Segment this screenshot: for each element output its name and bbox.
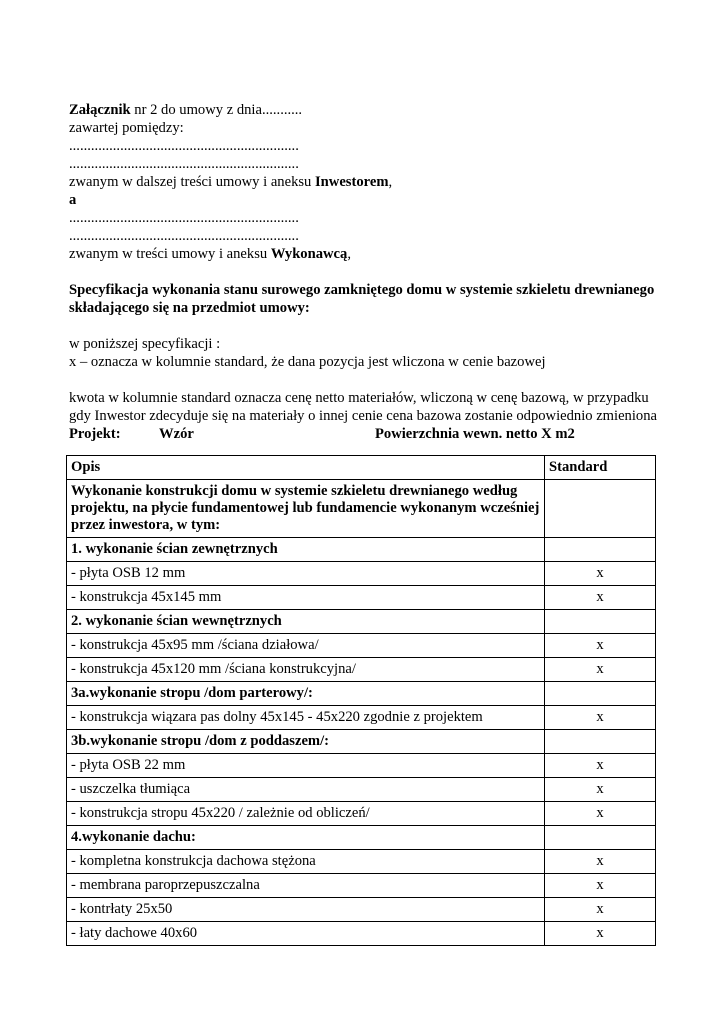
row-description: 3a.wykonanie stropu /dom parterowy/: [67,682,545,706]
row-standard: x [545,634,656,658]
row-description: - kontrłaty 25x50 [67,898,545,922]
table-row [67,538,656,562]
row-description: - łaty dachowe 40x60 [67,922,545,946]
row-description: - płyta OSB 12 mm [67,562,545,586]
header-standard: Standard [545,456,656,480]
table-row [67,874,656,898]
dots-line: ............................................................... [69,210,299,226]
header-description: Opis [67,456,545,480]
and-line: a [69,192,77,208]
row-standard: x [545,586,656,610]
table-row [67,562,656,586]
row-standard: x [545,754,656,778]
row-standard: x [545,706,656,730]
legend-intro: w poniższej specyfikacji : [69,336,221,352]
row-description: 4.wykonanie dachu: [67,826,545,850]
row-description: 2. wykonanie ścian wewnętrznych [67,610,545,634]
table-row [67,730,656,754]
row-description: 1. wykonanie ścian zewnętrznych [67,538,545,562]
project-row [69,425,659,443]
table-row [67,682,656,706]
row-standard [545,610,656,634]
investor-text: zwanym w dalszej treści umowy i aneksu [69,174,315,190]
row-description: - uszczelka tłumiąca [67,778,545,802]
row-standard: x [545,778,656,802]
investor-label: Inwestorem [315,174,389,190]
document-body [69,101,659,443]
table-row [67,778,656,802]
project-area: Powierzchnia wewn. netto X m2 [375,426,575,442]
table-row [67,802,656,826]
project-name: Wzór [159,426,194,442]
table-row [67,658,656,682]
legend-x-meaning: x – oznacza w kolumnie standard, że dana pozycja jest wliczona w cenie bazowej [69,354,546,370]
row-standard: x [545,922,656,946]
row-description: - kompletna konstrukcja dachowa stężona [67,850,545,874]
table-row [67,826,656,850]
row-standard [545,682,656,706]
table-row [67,850,656,874]
dots-line: ............................................................... [69,138,299,154]
row-description: 3b.wykonanie stropu /dom z poddaszem/: [67,730,545,754]
row-standard: x [545,874,656,898]
specification-table [66,455,656,946]
row-standard [545,480,656,538]
concluded-between: zawartej pomiędzy: [69,120,184,136]
row-standard: x [545,562,656,586]
table-row [67,922,656,946]
table-row [67,898,656,922]
table-row [67,586,656,610]
table-row [67,706,656,730]
attachment-text: nr 2 do umowy z dnia........... [130,102,303,118]
row-standard: x [545,898,656,922]
row-standard: x [545,802,656,826]
contractor-label: Wykonawcą [270,246,348,262]
attachment-label: Załącznik [69,102,131,118]
row-standard: x [545,850,656,874]
table-row [67,610,656,634]
row-description: - konstrukcja 45x95 mm /ściana działowa/ [67,634,545,658]
investor-comma: , [388,174,393,190]
row-standard: x [545,658,656,682]
row-description: - membrana paroprzepuszczalna [67,874,545,898]
contractor-line [69,245,659,263]
specification-title: Specyfikacja wykonania stanu surowego zamkniętego domu w systemie szkieletu drewnianego składającego się na przedmiot umowy: [69,282,655,316]
table-row [67,634,656,658]
table-row [67,480,656,538]
dots-line: ............................................................... [69,156,299,172]
table-body [67,480,656,946]
project-label: Projekt: [69,426,121,442]
contractor-text: zwanym w treści umowy i aneksu [69,246,271,262]
dots-line: ............................................................... [69,228,299,244]
row-description: - płyta OSB 22 mm [67,754,545,778]
table-header-row [67,456,656,480]
investor-line [69,173,659,191]
row-description: - konstrukcja 45x120 mm /ściana konstrukcyjna/ [67,658,545,682]
row-standard [545,730,656,754]
contractor-comma: , [347,246,351,262]
row-description: - konstrukcja 45x145 mm [67,586,545,610]
table-row [67,754,656,778]
row-description: - konstrukcja stropu 45x220 / zależnie od obliczeń/ [67,802,545,826]
row-description: Wykonanie konstrukcji domu w systemie szkieletu drewnianego według projektu, na płycie fundamentowej lub fundamencie wykonanym wcześniej przez inwestora, w tym: [67,480,545,538]
row-standard [545,826,656,850]
attachment-line [69,101,659,119]
price-note: kwota w kolumnie standard oznacza cenę netto materiałów, wliczoną w cenę bazową, w przypadku gdy Inwestor zdecyduje się na materiały o innej cenie cena bazowa zostanie odpowiednio zmieniona [69,390,657,424]
row-standard [545,538,656,562]
row-description: - konstrukcja wiązara pas dolny 45x145 - 45x220 zgodnie z projektem [67,706,545,730]
